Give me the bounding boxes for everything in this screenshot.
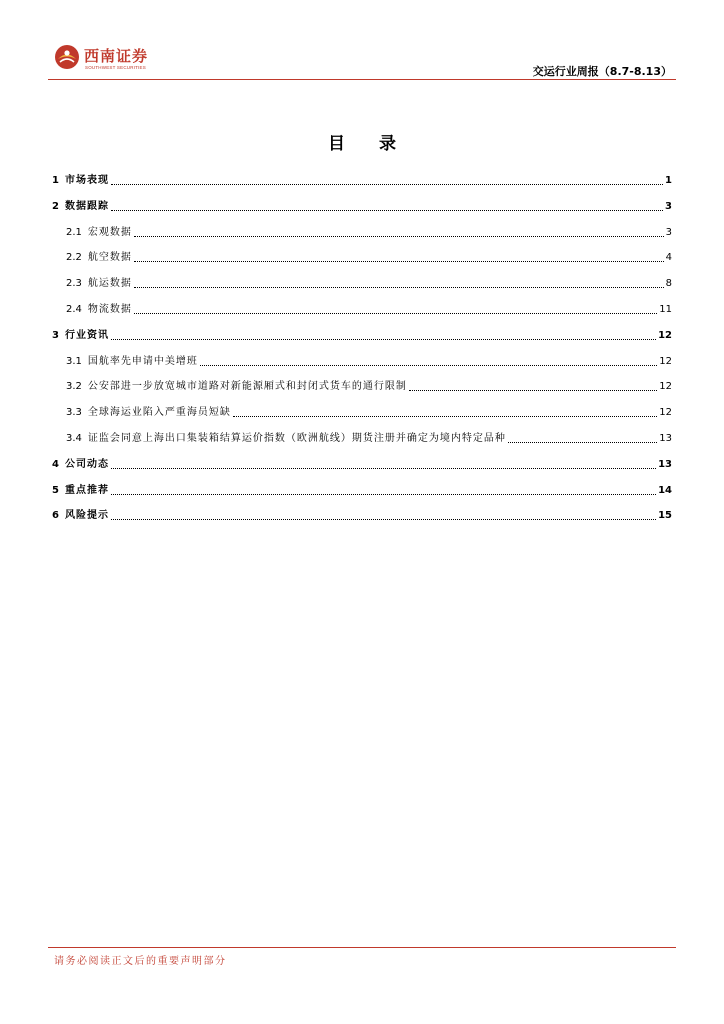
- toc-entry-label: 风险提示: [64, 510, 109, 522]
- toc-entry-label: 公司动态: [64, 458, 109, 470]
- toc-entry[interactable]: [52, 428, 672, 446]
- toc-entry-label: 物流数据: [87, 304, 132, 315]
- toc-entry-page: 14: [658, 484, 672, 496]
- toc-entry-page: 13: [659, 433, 672, 444]
- toc-leader-dots: [111, 210, 663, 211]
- logo-emblem-icon: [54, 44, 80, 70]
- toc-entry-number: 3.2: [66, 381, 82, 393]
- toc-entry-page: 3: [665, 226, 672, 238]
- toc-entry-label: 宏观数据: [87, 226, 132, 238]
- toc-entry-number: 4: [52, 458, 59, 470]
- toc-entry-label: 数据跟踪: [64, 200, 109, 212]
- report-title: 交运行业周报（8.7-8.13）: [532, 65, 672, 78]
- toc-entry-page: 8: [665, 278, 672, 290]
- toc-leader-dots: [111, 468, 656, 469]
- toc-entry-label: 国航率先申请中美增班: [87, 355, 198, 367]
- toc-entry-number: 2.2: [66, 252, 82, 264]
- toc-entry-number: 3.3: [66, 407, 82, 419]
- toc-entry-label: 市场表现: [64, 175, 109, 186]
- toc-leader-dots: [111, 494, 656, 495]
- toc-entry-label: 航运数据: [87, 278, 132, 290]
- toc-leader-dots: [508, 442, 657, 443]
- toc-entry-number: 6: [52, 510, 59, 522]
- toc-leader-dots: [111, 519, 656, 520]
- toc-entry[interactable]: [52, 402, 672, 420]
- toc-entry-label: 行业资讯: [64, 329, 109, 341]
- toc-entry-page: 4: [665, 252, 672, 264]
- toc-entry-page: 3: [665, 200, 672, 212]
- logo-text-en: SOUTHWEST SECURITIES: [85, 65, 146, 70]
- toc-entry-number: 5: [52, 484, 59, 496]
- toc-entry[interactable]: [52, 273, 672, 291]
- toc-entry-number: 3: [52, 329, 59, 341]
- toc-entry-page: 12: [658, 329, 672, 341]
- toc-leader-dots: [233, 416, 657, 417]
- toc-entry-label: 全球海运业陷入严重海员短缺: [87, 407, 231, 419]
- toc-entry-label: 证监会同意上海出口集装箱结算运价指数（欧洲航线）期货注册并确定为境内特定品种: [87, 433, 506, 444]
- toc-leader-dots: [409, 390, 657, 391]
- toc-leader-dots: [134, 236, 664, 237]
- toc-entry[interactable]: [52, 376, 672, 394]
- toc-leader-dots: [134, 287, 664, 288]
- toc-entry[interactable]: [52, 222, 672, 240]
- toc-leader-dots: [134, 313, 657, 314]
- toc-entry[interactable]: [52, 351, 672, 369]
- toc-title: 目 录: [328, 134, 410, 154]
- logo-text-cn: 西南证券: [84, 47, 149, 65]
- toc-entry[interactable]: [52, 299, 672, 317]
- toc-entry-number: 2.1: [66, 226, 82, 238]
- toc-entry-label: 重点推荐: [64, 484, 109, 496]
- toc-entry-number: 2: [52, 200, 59, 212]
- toc-entry[interactable]: [52, 454, 672, 472]
- toc-leader-dots: [111, 339, 656, 340]
- toc-entry-page: 12: [659, 381, 672, 393]
- toc-entry-number: 1: [52, 175, 59, 186]
- toc-leader-dots: [134, 261, 664, 262]
- company-logo: [54, 42, 164, 76]
- toc-entry-page: 12: [659, 355, 672, 367]
- toc-entry-page: 13: [658, 458, 672, 470]
- toc-leader-dots: [200, 365, 657, 366]
- toc-entry[interactable]: [52, 325, 672, 343]
- toc-entry[interactable]: [52, 247, 672, 265]
- toc-entry[interactable]: [52, 505, 672, 523]
- toc-entry-number: 3.4: [66, 433, 82, 444]
- toc-entry-label: 公安部进一步放宽城市道路对新能源厢式和封闭式货车的通行限制: [87, 381, 407, 393]
- toc-entry[interactable]: [52, 170, 672, 188]
- footer-disclaimer: 请务必阅读正文后的重要声明部分: [54, 956, 227, 967]
- toc-entry-number: 2.4: [66, 304, 82, 315]
- toc-entry[interactable]: [52, 196, 672, 214]
- footer-divider: [48, 947, 676, 948]
- toc-entry-page: 15: [658, 510, 672, 522]
- toc-entry-number: 2.3: [66, 278, 82, 290]
- toc-entry-page: 12: [659, 407, 672, 419]
- toc-entry-number: 3.1: [66, 355, 82, 367]
- toc-entry[interactable]: [52, 480, 672, 498]
- toc-entry-page: 1: [665, 175, 672, 186]
- header-divider: [48, 79, 676, 80]
- toc-entry-label: 航空数据: [87, 252, 132, 264]
- toc-leader-dots: [111, 184, 663, 185]
- toc-entry-page: 11: [659, 304, 672, 315]
